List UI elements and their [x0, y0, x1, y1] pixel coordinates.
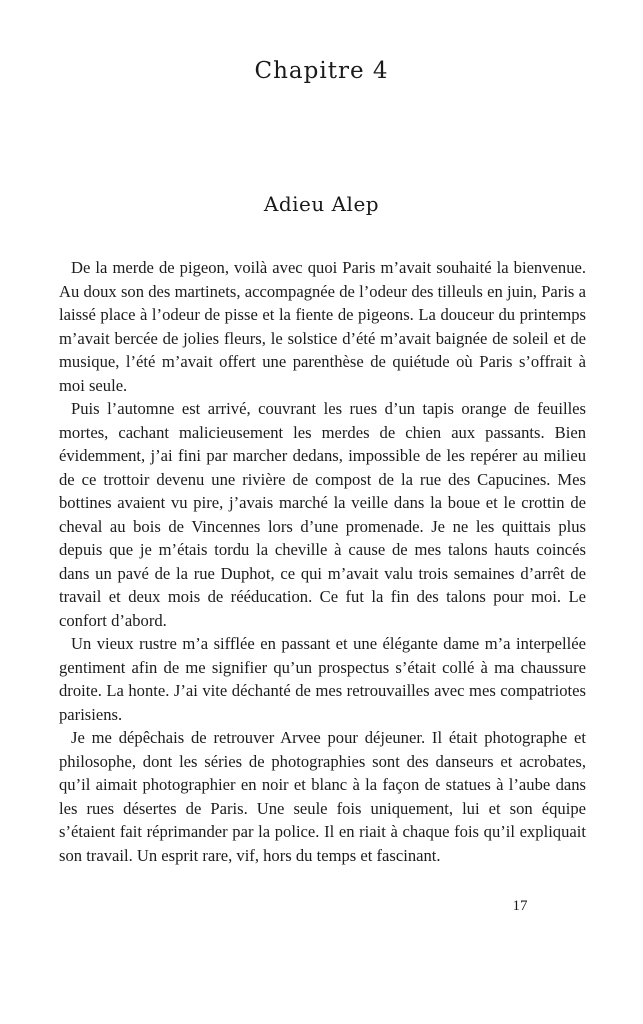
paragraph-2: Puis l’automne est arrivé, couvrant les rues d’un tapis orange de feuilles mortes, cachant malicieusement les merdes de chien aux passants. Bien évidemment, j’ai fini par marcher dedans, impossible de les repérer au milieu de ce trottoir devenu une rivière de compost de la rue des Capucines. Mes bottines avaient vu pire, j’avais marché la veille dans la boue et le crottin de cheval au bois de Vincennes lors d’une promenade. Je ne les quittais plus depuis que je m’étais tordu la cheville à cause de mes talons hauts coincés dans un pavé de la rue Duphot, ce qui m’avait valu trois semaines d’arrêt de travail et deux mois de rééducation. Ce fut la fin des talons pour moi. Le confort d’abord. [59, 399, 586, 630]
page-number: 17 [512, 898, 528, 914]
paragraph-4: Je me dépêchais de retrouver Arvee pour déjeuner. Il était photographe et philosophe, dont les séries de photographies sont des danseurs et acrobates, qu’il aimait photographier en noir et blanc à la façon de statues à l’aube dans les rues désertes de Paris. Une seule fois uniquement, lui et son équipe s’étaient fait réprimander par la police. Il en riait à chaque fois qu’il expliquait son travail. Un esprit rare, vif, hors du temps et fascinant. [59, 728, 586, 865]
body-text [59, 256, 586, 867]
paragraph-1: De la merde de pigeon, voilà avec quoi Paris m’avait souhaité la bienvenue. Au doux son des martinets, accompagnée de l’odeur des tilleuls en juin, Paris a laissé place à l’odeur de pisse et la fiente de pigeons. La douceur du printemps m’avait bercée de jolies fleurs, le solstice d’été m’avait baignée de soleil et de musique, l’été m’avait offert une parenthèse de quiétude où Paris s’offrait à moi seule. [59, 258, 586, 395]
paragraph-3: Un vieux rustre m’a sifflée en passant et une élégante dame m’a interpellée gentiment afin de me signifier qu’un prospectus s’était collé à ma chaussure droite. La honte. J’ai vite déchanté de mes retrouvailles avec mes compatriotes parisiens. [59, 634, 586, 724]
chapter-title: Adieu Alep [263, 192, 380, 216]
chapter-heading: Chapitre 4 [254, 58, 389, 84]
